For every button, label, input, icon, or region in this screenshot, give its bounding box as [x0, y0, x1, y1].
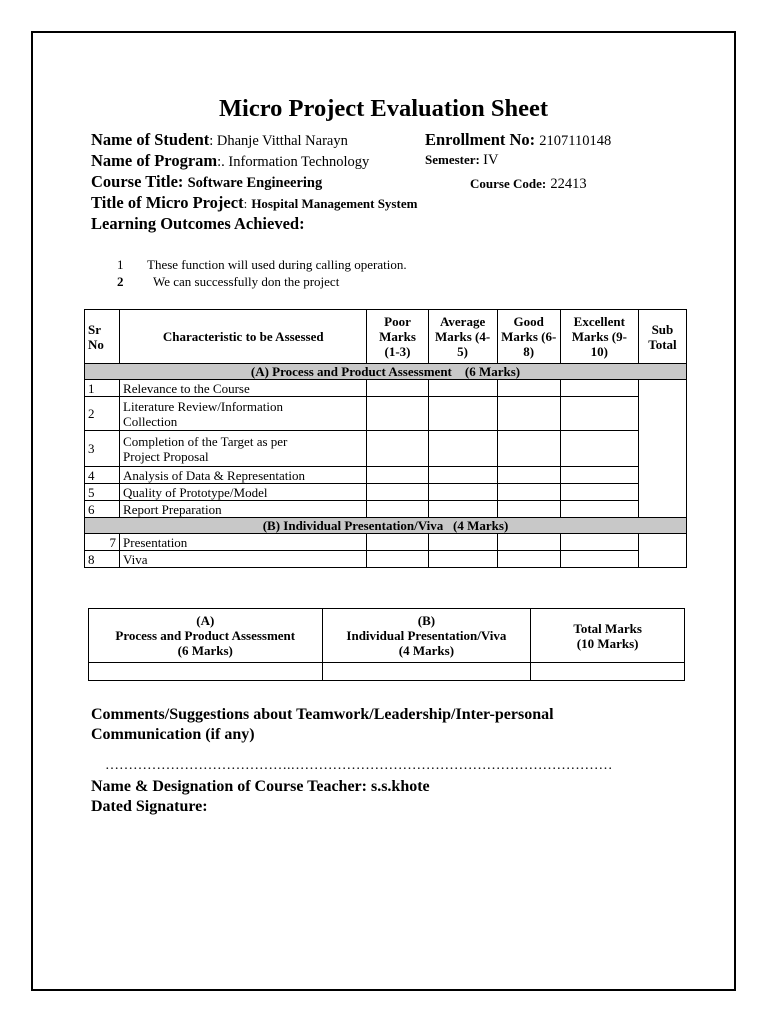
- excellent-cell[interactable]: [560, 397, 638, 431]
- excellent-cell[interactable]: [560, 467, 638, 484]
- semester-label: Semester:: [425, 152, 480, 167]
- good-cell[interactable]: [497, 534, 560, 551]
- enrollment-value: 2107110148: [539, 133, 612, 149]
- semester-value: IV: [483, 152, 499, 168]
- good-cell[interactable]: [497, 397, 560, 431]
- average-cell[interactable]: [428, 431, 497, 467]
- header-excellent: Excellent Marks (9-10): [560, 310, 638, 364]
- row-characteristic: Presentation: [120, 534, 367, 551]
- header-good: Good Marks (6-8): [497, 310, 560, 364]
- header-poor: Poor Marks (1-3): [367, 310, 428, 364]
- table-row: [85, 467, 687, 484]
- comments-heading: Comments/Suggestions about Teamwork/Leadership/Inter-personal Communication (if any): [91, 706, 554, 743]
- poor-cell[interactable]: [367, 467, 428, 484]
- good-cell[interactable]: [497, 501, 560, 518]
- project-value-text: Hospital Management System: [251, 196, 418, 211]
- average-cell[interactable]: [428, 484, 497, 501]
- outcome-item: [117, 274, 339, 290]
- project-label: Title of Micro Project: [91, 193, 244, 212]
- poor-cell[interactable]: [367, 484, 428, 501]
- table-row: [85, 397, 687, 431]
- outcome-number: 2: [117, 274, 124, 289]
- row-number: 6: [85, 501, 120, 518]
- poor-cell[interactable]: [367, 551, 428, 568]
- row-characteristic: Relevance to the Course: [120, 380, 367, 397]
- excellent-cell[interactable]: [560, 380, 638, 397]
- poor-cell[interactable]: [367, 501, 428, 518]
- poor-cell[interactable]: [367, 431, 428, 467]
- enrollment-row: [425, 130, 611, 150]
- semester-row: [425, 152, 498, 169]
- course-code-label: Course Code:: [470, 176, 547, 191]
- outcome-text: We can successfully don the project: [153, 274, 340, 289]
- teacher-label: Name & Designation of Course Teacher:: [91, 778, 367, 795]
- summary-values-row: [89, 663, 685, 681]
- average-cell[interactable]: [428, 534, 497, 551]
- average-cell[interactable]: [428, 467, 497, 484]
- table-row: [85, 501, 687, 518]
- teacher-line: [91, 777, 430, 797]
- program-label: Name of Program: [91, 151, 218, 170]
- teacher-block: [91, 777, 430, 817]
- project-row: Title of Micro Project: Hospital Management System: [91, 193, 418, 212]
- excellent-cell[interactable]: [560, 501, 638, 518]
- summary-table: [88, 608, 685, 681]
- header-subtotal: Sub Total: [638, 310, 686, 364]
- header-sr-no: Sr No: [85, 310, 120, 364]
- section-b-title: (B) Individual Presentation/Viva (4 Marks): [85, 518, 687, 534]
- outcomes-heading: Learning Outcomes Achieved:: [91, 214, 305, 233]
- summary-col-total: Total Marks (10 Marks): [531, 609, 685, 663]
- row-characteristic: Literature Review/Information Collection: [120, 397, 367, 431]
- course-code-row: [470, 173, 587, 193]
- table-row: [85, 551, 687, 568]
- summary-col-b: (B) Individual Presentation/Viva (4 Marks): [322, 609, 531, 663]
- student-name-value: : Dhanje Vitthal Narayn: [209, 133, 348, 149]
- course-code-value: 22413: [550, 176, 587, 192]
- row-number: 3: [85, 431, 120, 467]
- header-average: Average Marks (4-5): [428, 310, 497, 364]
- student-name-row: [91, 130, 348, 150]
- row-characteristic: Viva: [120, 551, 367, 568]
- evaluation-sheet-page: [31, 31, 736, 991]
- good-cell[interactable]: [497, 467, 560, 484]
- table-row: [85, 431, 687, 467]
- subtotal-a-cell[interactable]: [638, 380, 686, 518]
- row-number: 8: [85, 551, 120, 568]
- program-value: :. Information Technology: [217, 154, 370, 170]
- dated-signature-label: Dated Signature:: [91, 798, 208, 815]
- average-cell[interactable]: [428, 380, 497, 397]
- excellent-cell[interactable]: [560, 534, 638, 551]
- course-value: Software Engineering: [187, 175, 323, 191]
- average-cell[interactable]: [428, 501, 497, 518]
- row-characteristic: Analysis of Data & Representation: [120, 467, 367, 484]
- teacher-name: s.s.khote: [370, 778, 430, 795]
- summary-total-value[interactable]: [531, 663, 685, 681]
- poor-cell[interactable]: [367, 397, 428, 431]
- row-number: 4: [85, 467, 120, 484]
- average-cell[interactable]: [428, 397, 497, 431]
- good-cell[interactable]: [497, 380, 560, 397]
- excellent-cell[interactable]: [560, 431, 638, 467]
- summary-header-row: [89, 609, 685, 663]
- row-number: 1: [85, 380, 120, 397]
- assessment-table: [84, 309, 687, 568]
- excellent-cell[interactable]: [560, 484, 638, 501]
- good-cell[interactable]: [497, 431, 560, 467]
- good-cell[interactable]: [497, 551, 560, 568]
- poor-cell[interactable]: [367, 380, 428, 397]
- good-cell[interactable]: [497, 484, 560, 501]
- excellent-cell[interactable]: [560, 551, 638, 568]
- outcome-text: These function will used during calling operation.: [147, 257, 407, 272]
- table-row: [85, 380, 687, 397]
- row-number: 2: [85, 397, 120, 431]
- table-row: [85, 484, 687, 501]
- section-b-row: [85, 518, 687, 534]
- table-row: [85, 534, 687, 551]
- enrollment-label: Enrollment No:: [425, 130, 536, 149]
- summary-col-a: (A) Process and Product Assessment (6 Marks): [89, 609, 323, 663]
- outcome-number: 1: [117, 257, 124, 272]
- course-label: Course Title:: [91, 172, 184, 191]
- course-row: [91, 172, 322, 192]
- section-a-title: (A) Process and Product Assessment (6 Marks): [85, 364, 687, 380]
- summary-b-value[interactable]: [322, 663, 531, 681]
- average-cell[interactable]: [428, 551, 497, 568]
- comments-dotted-line: ………………………………….……………………………………………………………: [105, 758, 613, 773]
- row-characteristic: Quality of Prototype/Model: [120, 484, 367, 501]
- page-title: Micro Project Evaluation Sheet: [218, 95, 549, 122]
- summary-a-value[interactable]: [89, 663, 323, 681]
- poor-cell[interactable]: [367, 534, 428, 551]
- header-characteristic: Characteristic to be Assessed: [120, 310, 367, 364]
- outcome-item: [117, 257, 407, 273]
- row-characteristic: Completion of the Target as per Project Proposal: [120, 431, 367, 467]
- table-header-row: [85, 310, 687, 364]
- subtotal-b-cell[interactable]: [638, 534, 686, 568]
- program-row: [91, 151, 369, 171]
- row-characteristic: Report Preparation: [120, 501, 367, 518]
- student-name-label: Name of Student: [91, 130, 210, 149]
- row-number: 7: [85, 534, 120, 551]
- section-a-row: [85, 364, 687, 380]
- row-number: 5: [85, 484, 120, 501]
